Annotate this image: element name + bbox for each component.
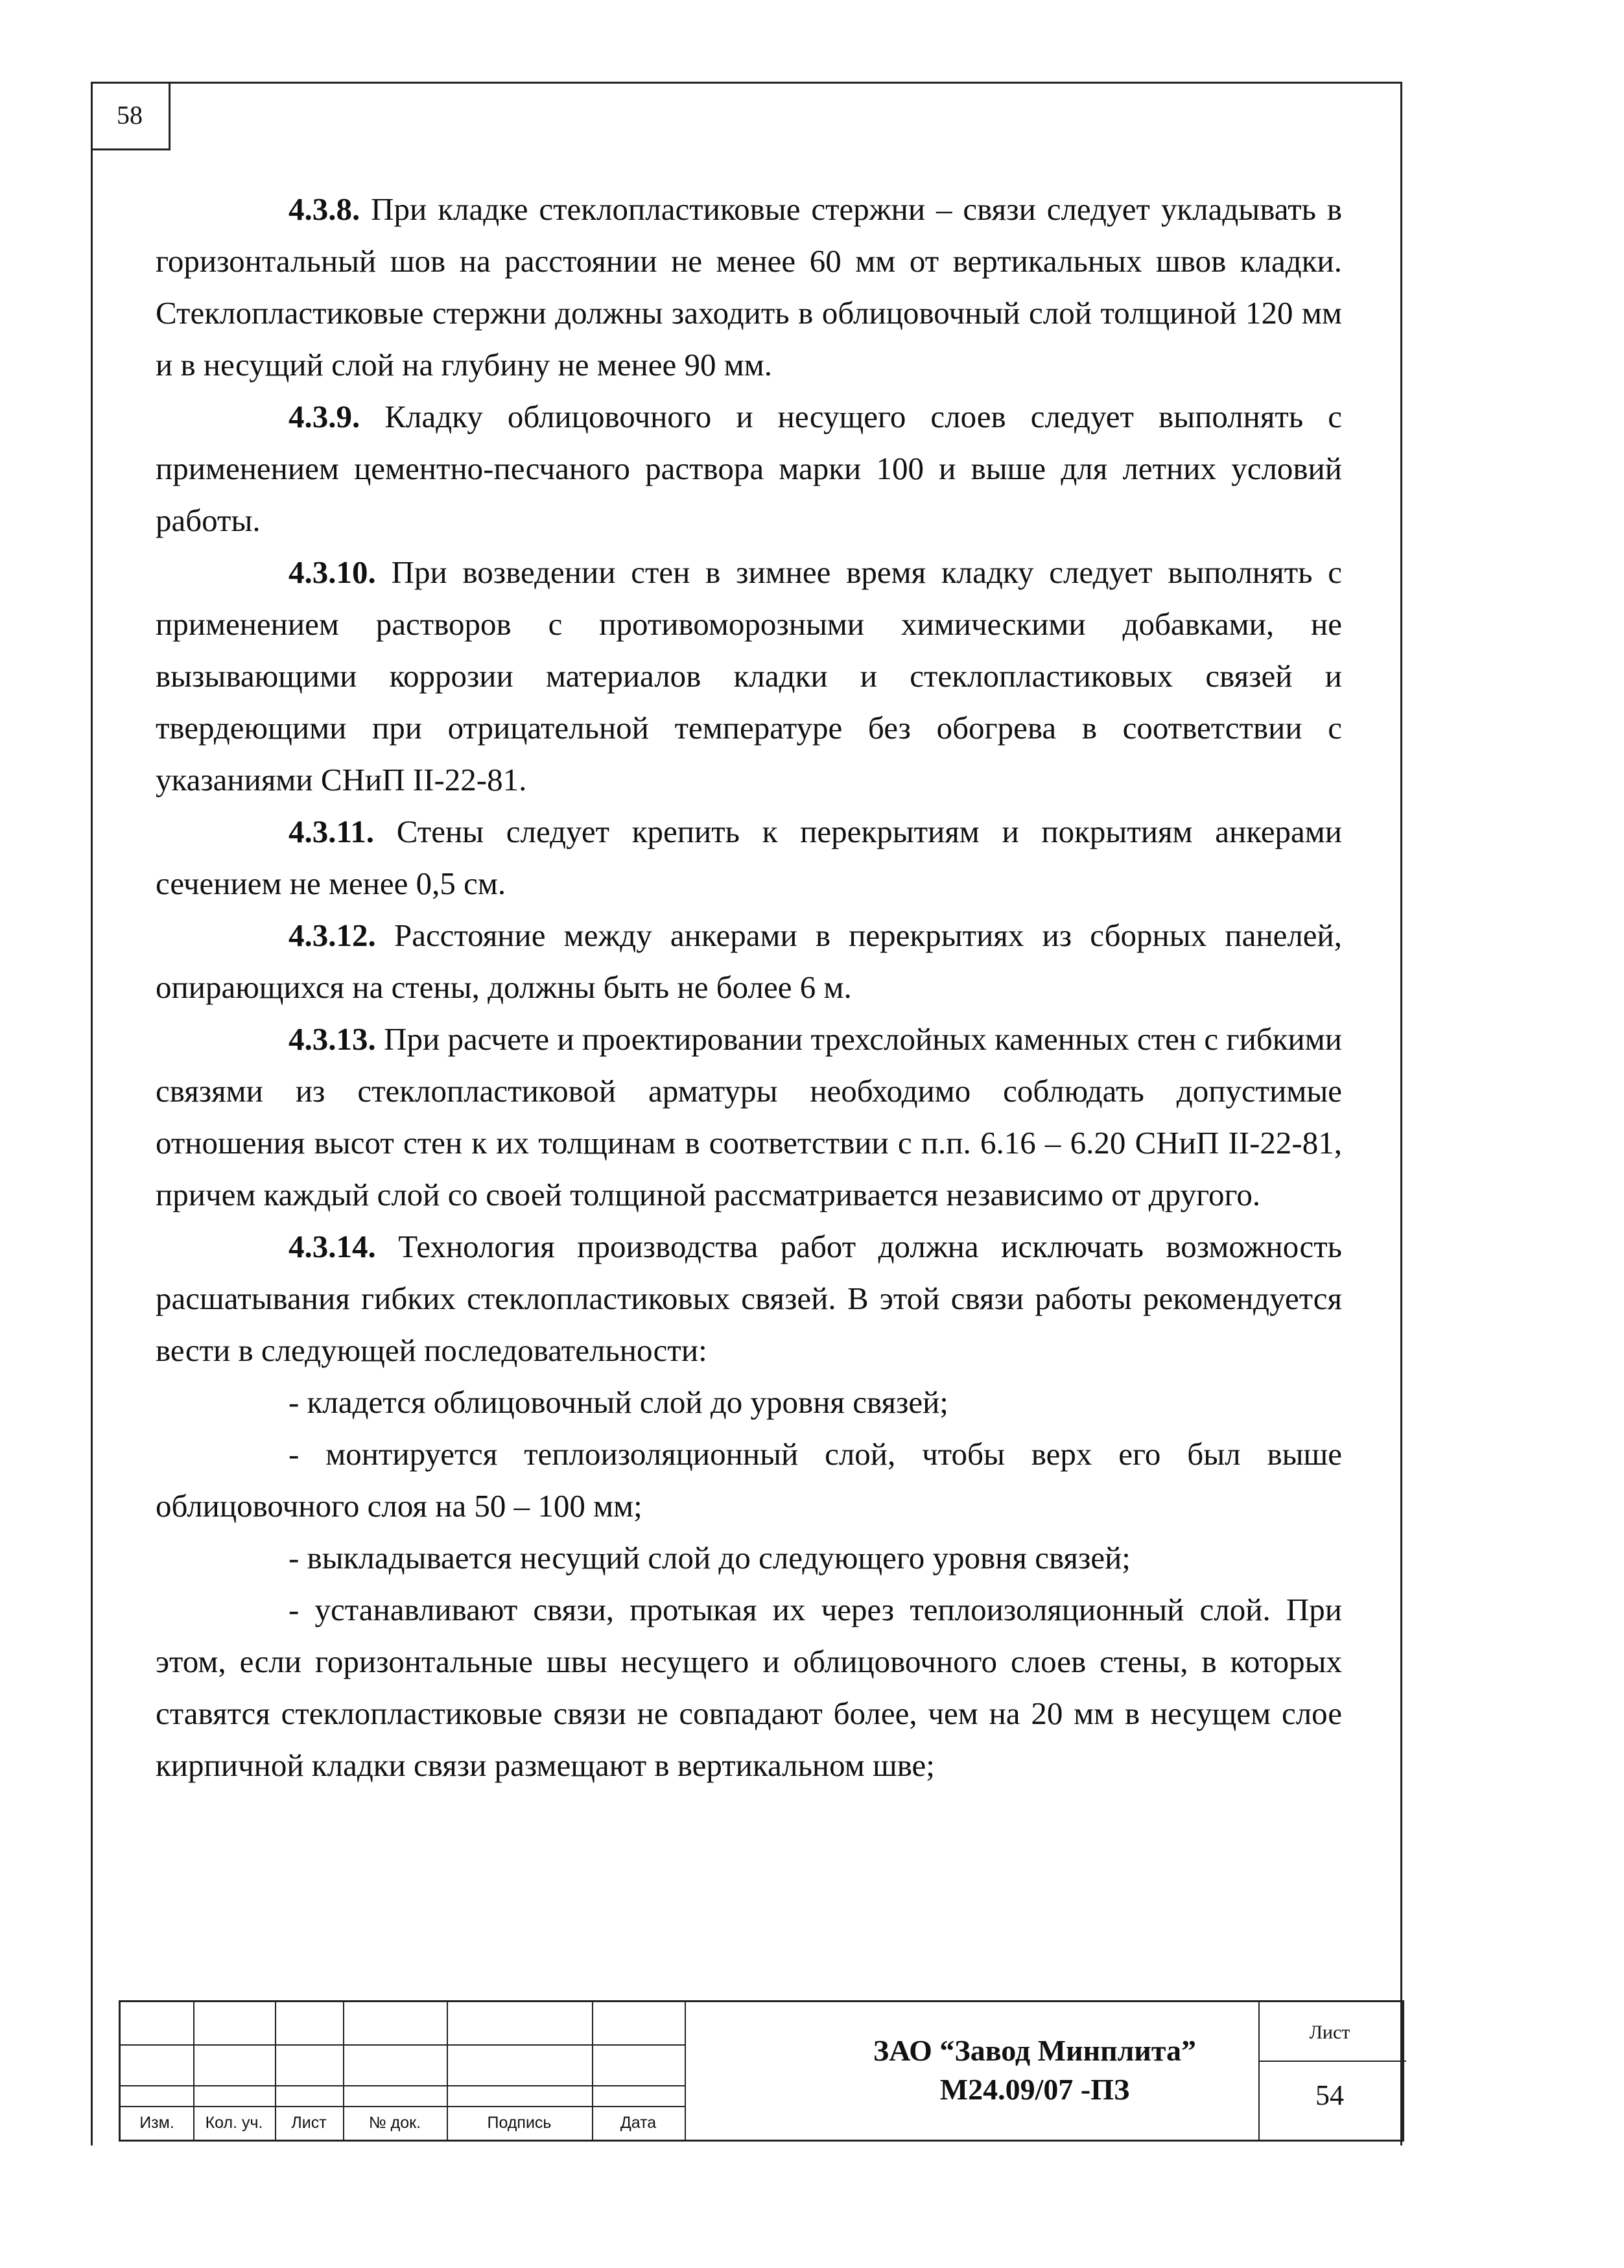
title-block	[119, 2000, 1404, 2142]
sheet-label: Лист	[1309, 2022, 1350, 2043]
header-doc-number: № док.	[368, 2114, 421, 2132]
paragraph-4-3-8	[156, 183, 1342, 391]
stamp-divider	[685, 2002, 686, 2140]
paragraph-4-3-14	[156, 1221, 1342, 1376]
paragraph-4-3-9	[156, 391, 1342, 547]
clause-number: 4.3.14.	[288, 1229, 376, 1264]
page-corner-number: 58	[91, 82, 171, 150]
stamp-row-line	[121, 2106, 685, 2107]
company-name: ЗАО “Завод Минплита”	[873, 2034, 1197, 2067]
document-body	[156, 183, 1342, 1791]
clause-text: Кладку облицовочного и несущего слоев следует выполнять с применением цементно-песчаного раствора марки 100 и выше для летних условий работы.	[156, 399, 1343, 538]
header-izm: Изм.	[139, 2114, 174, 2132]
clause-text: При возведении стен в зимнее время кладку следует выполнять с применением растворов с противоморозными химическими добавками, не вызывающими коррозии материалов кладки и стеклопластиковых связей и твердеющими при отрицательной температуре без обогрева в соответствии с указаниями СНиП II-22-81.	[156, 554, 1343, 797]
header-list: Лист	[291, 2114, 327, 2132]
clause-number: 4.3.10.	[288, 554, 376, 590]
paragraph-4-3-13	[156, 1013, 1342, 1221]
list-item: - монтируется теплоизоляционный слой, чтобы верх его был выше облицовочного слоя на 50 – 100 мм;	[156, 1436, 1342, 1524]
clause-text: При расчете и проектировании трехслойных каменных стен с гибкими связями из стеклопластиковой арматуры необходимо соблюдать допустимые отношения высот стен к их толщинам в соответствии с п.п. 6.16 – 6.20 СНиП II-22-81, причем каждый слой со своей толщиной рассматривается независимо от другого.	[156, 1021, 1343, 1212]
header-date: Дата	[620, 2114, 657, 2132]
clause-number: 4.3.13.	[288, 1021, 376, 1057]
list-item: - кладется облицовочный слой до уровня связей;	[288, 1384, 948, 1420]
clause-number: 4.3.9.	[288, 399, 360, 434]
list-item: - устанавливают связи, протыкая их через теплоизоляционный слой. При этом, если горизонтальные швы несущего и облицовочного слоев стены, в которых ставятся стеклопластиковые связи не совпадают более, чем на 20 мм в несущем слое кирпичной кладки связи размещают в вертикальном шве;	[156, 1592, 1342, 1783]
sheet-number: 54	[1315, 2079, 1344, 2111]
clause-text: Технология производства работ должна исключать возможность расшатывания гибких стеклопластиковых связей. В этой связи работы рекомендуется вести в следующей последовательности:	[156, 1229, 1343, 1368]
clause-text: Стены следует крепить к перекрытиям и покрытиям анкерами сечением не менее 0,5 см.	[156, 814, 1343, 901]
clause-number: 4.3.8.	[288, 191, 360, 227]
paragraph-4-3-10	[156, 547, 1342, 806]
header-kol-uch: Кол. уч.	[205, 2114, 263, 2132]
document-code: М24.09/07 -ПЗ	[939, 2073, 1130, 2106]
header-signature: Подпись	[487, 2114, 552, 2132]
stamp-row-line	[121, 2085, 685, 2086]
stamp-row-line	[121, 2044, 685, 2046]
clause-text: Расстояние между анкерами в перекрытиях из сборных панелей, опирающихся на стены, должны быть не более 6 м.	[156, 917, 1343, 1005]
clause-number: 4.3.12.	[288, 917, 376, 953]
paragraph-4-3-12	[156, 910, 1342, 1013]
list-item: - выкладывается несущий слой до следующего уровня связей;	[288, 1540, 1131, 1576]
clause-text: При кладке стеклопластиковые стержни – связи следует укладывать в горизонтальный шов на расстоянии не менее 60 мм от вертикальных швов кладки. Стеклопластиковые стержни должны заходить в облицовочный слой толщиной 120 мм и в несущий слой на глубину не менее 90 мм.	[156, 191, 1343, 383]
clause-number: 4.3.11.	[288, 814, 375, 849]
paragraph-4-3-11	[156, 806, 1342, 910]
